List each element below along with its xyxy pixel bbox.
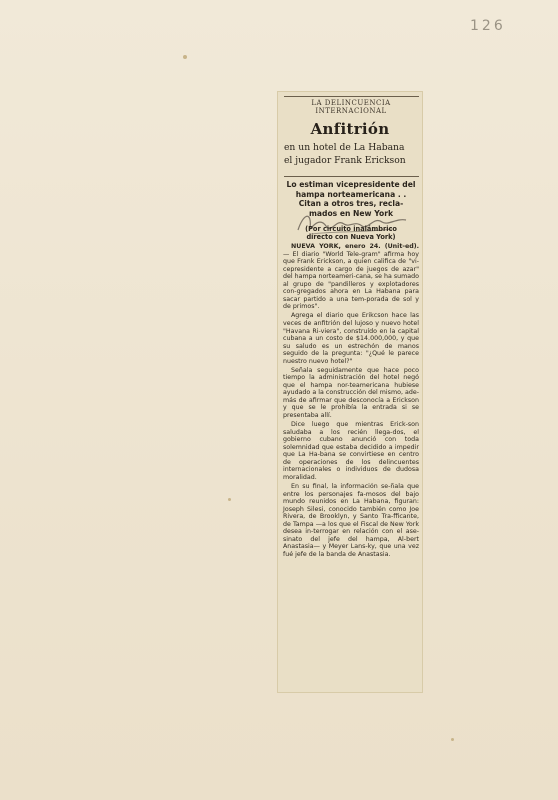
article-title: Anfitrión (310, 120, 390, 138)
article-kicker (288, 99, 414, 115)
article-paragraph: Agrega el diario que Erikcson hace las veces de anfitrión del lujoso y nuevo hotel "Havana Ri-viera", construído en la capital cubana a un costo de $14.000,000, y que su saludo es un estrechón de manos seguido de la pregunta: "¿Qué le parece nuestro nuevo hotel?" (283, 312, 419, 365)
deck-line: Citan a otros tres, recla- (298, 199, 404, 209)
deck-line: Lo estiman vicepresidente del (286, 180, 416, 189)
deck-line: hampa norteamericana . . (295, 189, 407, 199)
headline-rule (284, 176, 419, 177)
article-paragraph: En su final, la información se-ñala que entre los personajes fa-mosos del bajo mundo reunidos en La Habana, figuran: Joseph Silesi, conocido también como Joe Rivera, de Brooklyn, y Santo Tra-fficante, de Tampa —a los que el Fiscal de New York desea in-terrogar en relación con el ase-sinato del jefe del hampa, Al-bert Anastasia— y Meyer Lans-ky, que una vez fué jefe de la banda de Anastasia. (283, 482, 419, 558)
article-subhead (284, 141, 420, 167)
paper-speck (183, 55, 187, 59)
kicker-line: LA DELINCUENCIA (311, 99, 391, 107)
kicker-line: INTERNACIONAL (315, 107, 387, 115)
credit-line: (Por circuito inalámbrico (305, 225, 397, 233)
article-paragraph (283, 243, 419, 311)
newspaper-clipping (278, 92, 422, 692)
paragraph-text: — El diario "World Tele-gram" afirma hoy que Frank Erickson, a quien califica de "vi-cepresidente a cargo de juegos de azar" del hampa norteameri-cana, se ha sumado al grupo de "pandilleros y explotadores con-gregados ahora en La Habana para sacar partido a una tem-porada de sol y de primos". (283, 250, 420, 311)
paper-speck (451, 738, 454, 741)
top-rule (284, 96, 419, 97)
article-paragraph: Dice luego que mientras Erick-son saludaba a los recién llega-dos, el gobierno cubano anunció con toda solemnidad que estaba decidido a impedir que La Ha-bana se convirtiese en centro de operaciones de los delincuentes internacionales o individuos de dudosa moralidad. (283, 421, 419, 481)
subhead-line: el jugador Frank Erickson (284, 155, 406, 166)
article-paragraph: Señala seguidamente que hace poco tiempo la administración del hotel negó que el hampa nor-teamericana hubiese ayudado a la construcción del mismo, ade-más de afirmar que desconocía a Erickson y que se le prohibía la entrada si se presentaba allí. (283, 366, 419, 420)
deck-line: mados en New York (308, 208, 394, 218)
article-body (283, 243, 419, 560)
article-credit (288, 225, 414, 241)
subhead-line: en un hotel de La Habana (284, 142, 405, 153)
credit-line: directo con Nueva York) (306, 233, 396, 241)
page-number: 126 (470, 18, 506, 34)
paper-speck (228, 498, 231, 501)
article-deck (284, 180, 418, 218)
article-dateline: NUEVA YORK, enero 24. (Unit-ed). (291, 243, 419, 250)
